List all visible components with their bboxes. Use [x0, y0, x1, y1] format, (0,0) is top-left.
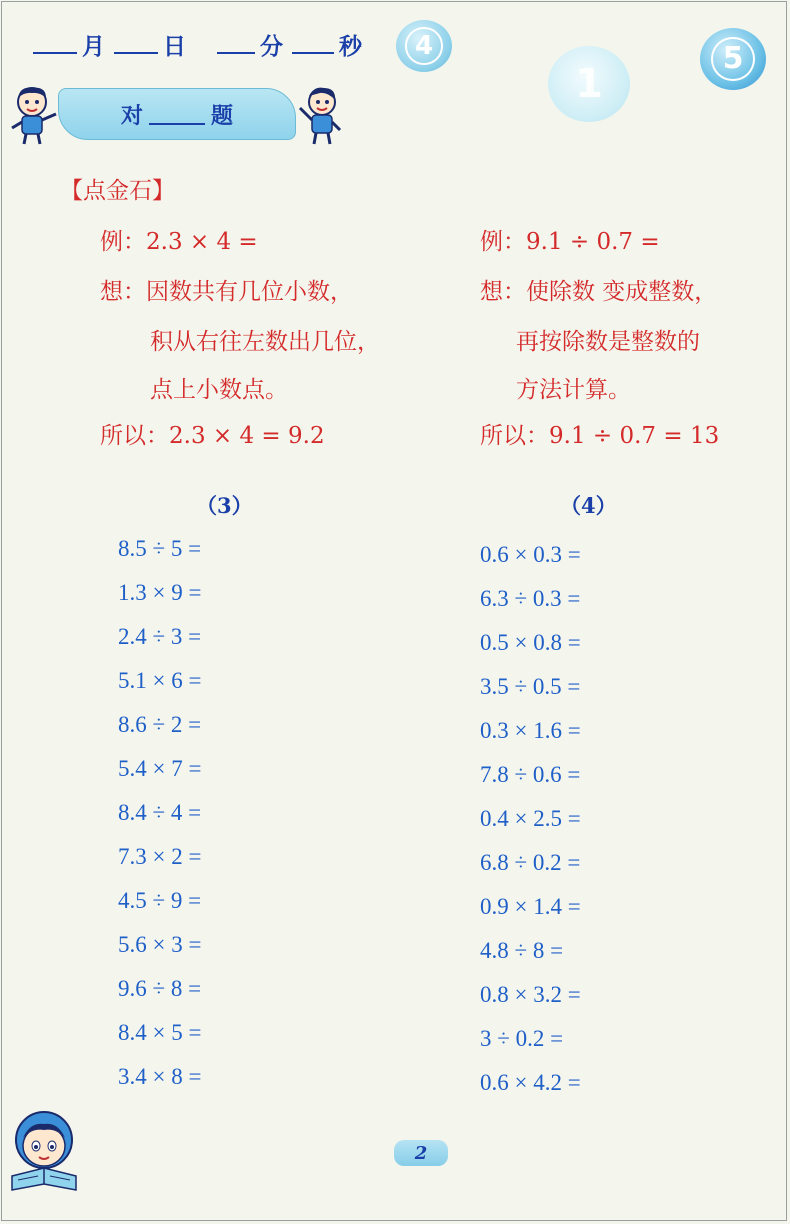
month-blank: [33, 30, 77, 54]
boy-pointing-icon: [294, 84, 346, 146]
second-label: 秒: [339, 34, 362, 60]
problem-left-10: 5.6 × 3 =: [118, 932, 202, 957]
problem-left-12: 8.4 × 5 =: [118, 1020, 202, 1045]
problem-left-2: 1.3 × 9 =: [118, 580, 202, 605]
problem-left-9: 4.5 ÷ 9 =: [118, 888, 202, 913]
circle-badge-5: 5: [700, 28, 766, 90]
circle-badge-4: 4: [396, 20, 452, 72]
problem-right-6: 7.8 ÷ 0.6 =: [480, 762, 581, 787]
tip-right-example: 例：9.1 ÷ 0.7 =: [480, 229, 660, 255]
problem-right-12: 3 ÷ 0.2 =: [480, 1026, 564, 1051]
tip-right-think-3: 方法计算。: [516, 377, 631, 403]
circle-badge-1: 1: [548, 46, 630, 122]
tip-left-think-1: 想：因数共有几位小数，: [100, 279, 353, 305]
page-number: 2: [394, 1140, 448, 1166]
problem-right-5: 0.3 × 1.6 =: [480, 718, 581, 743]
tip-left-think-2: 积从右往左数出几位，: [150, 329, 380, 355]
problem-left-5: 8.6 ÷ 2 =: [118, 712, 202, 737]
problem-left-1: 8.5 ÷ 5 =: [118, 536, 202, 561]
month-label: 月: [82, 34, 105, 60]
correct-count-banner: [58, 88, 296, 140]
tip-right-think-2: 再按除数是整数的: [516, 329, 700, 355]
minute-label: 分: [260, 34, 283, 60]
tip-left-think-3: 点上小数点。: [150, 377, 288, 403]
tip-left-answer: 所以：2.3 × 4 = 9.2: [100, 423, 325, 449]
tip-right-answer: 所以：9.1 ÷ 0.7 = 13: [480, 423, 720, 449]
problem-right-4: 3.5 ÷ 0.5 =: [480, 674, 581, 699]
tip-right-think-1: 想：使除数 变成整数，: [480, 279, 718, 305]
banner-label-right: 题: [211, 103, 234, 129]
problem-left-13: 3.4 × 8 =: [118, 1064, 202, 1089]
girl-reading-icon: [4, 1106, 84, 1196]
problem-right-7: 0.4 × 2.5 =: [480, 806, 581, 831]
problem-left-7: 8.4 ÷ 4 =: [118, 800, 202, 825]
problem-right-10: 4.8 ÷ 8 =: [480, 938, 564, 963]
tip-title: 【点金石】: [60, 178, 175, 204]
problem-left-3: 2.4 ÷ 3 =: [118, 624, 202, 649]
problem-right-1: 0.6 × 0.3 =: [480, 542, 581, 567]
problem-left-6: 5.4 × 7 =: [118, 756, 202, 781]
banner-label-left: 对: [120, 103, 143, 129]
day-label: 日: [163, 34, 186, 60]
date-time-line: [30, 28, 368, 61]
problem-left-11: 9.6 ÷ 8 =: [118, 976, 202, 1001]
exercise-heading-3: （3）: [196, 493, 253, 518]
correct-count-blank: [149, 103, 205, 125]
second-blank: [292, 30, 334, 54]
problem-right-3: 0.5 × 0.8 =: [480, 630, 581, 655]
problem-left-8: 7.3 × 2 =: [118, 844, 202, 869]
problem-right-2: 6.3 ÷ 0.3 =: [480, 586, 581, 611]
tip-left-example: 例：2.3 × 4 =: [100, 229, 258, 255]
problem-left-4: 5.1 × 6 =: [118, 668, 202, 693]
day-blank: [114, 30, 158, 54]
problem-right-8: 6.8 ÷ 0.2 =: [480, 850, 581, 875]
exercise-heading-4: （4）: [560, 493, 617, 518]
boy-pointing-icon: [6, 84, 62, 146]
problem-right-9: 0.9 × 1.4 =: [480, 894, 581, 919]
minute-blank: [217, 30, 255, 54]
problem-right-11: 0.8 × 3.2 =: [480, 982, 581, 1007]
problem-right-13: 0.6 × 4.2 =: [480, 1070, 581, 1095]
